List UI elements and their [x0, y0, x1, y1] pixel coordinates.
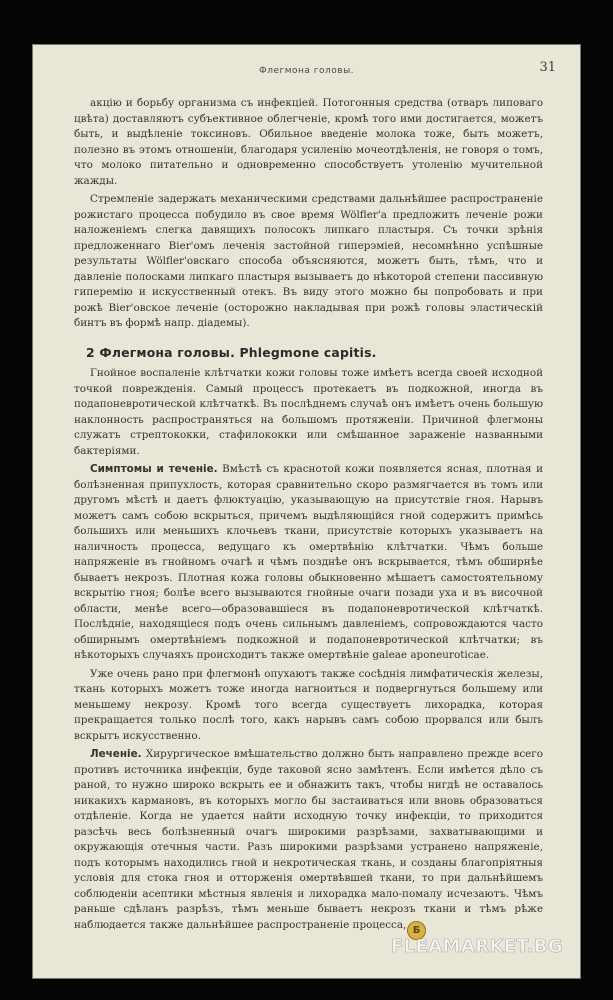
page-header: [32, 44, 581, 84]
paragraph-1: акцію и борьбу организма съ инфекціей. Потогонныя средства (отваръ липоваго цвѣта) доставляютъ субъективное облегченіе, кромѣ того ими достигается, можетъ быть, и выдѣленіе токсиновъ. Обильное введеніе молока тоже, быть можетъ, полезно въ этомъ отношеніи, благодаря усиленію мочеотдѣленія, не говоря о томъ, что молоко питательно и одновременно способствуетъ утоленію мучительной жажды.: [74, 97, 543, 187]
symptoms-subheading: Симптомы и теченіе.: [90, 463, 218, 475]
treatment-subheading: Леченіе.: [90, 748, 142, 760]
paragraph-5: Уже очень рано при флегмонѣ опухаютъ также сосѣднія лимфатическія железы, ткань которыхъ можетъ тоже иногда нагноиться и подвергнуться большему или меньшему некрозу. Кромѣ того всегда существуетъ лихорадка, которая прекращается только послѣ того, какъ нарывъ самъ собою прорвался или былъ вскрытъ искусственно.: [74, 667, 543, 742]
symptoms-paragraph: [74, 462, 543, 664]
treatment-text: Хирургическое вмѣшательство должно быть направлено прежде всего противъ источника инфекціи, буде таковой ясно замѣтенъ. Если имѣется дѣло съ раной, то нужно широко вскрыть ее и обнажить такъ, чтобы нигдѣ не оставалось никакихъ кармановъ, въ которыхъ могло бы застаиваться или вновь образоваться отдѣленіе. Когда не удается найти исходную точку инфекціи, то приходится разсѣчь весь болѣзненный очагъ широкими разрѣзами, захватывающими и окружающія отечныя части. Разъ широкими разрѣзами устранено напряженіе, подъ которымъ находились гной и некротическая ткань, и созданы благопріятныя условія для стока гноя и отторженія омертвѣвшей ткани, то при дальнѣйшемъ соблюденіи асептики мѣстныя явленія и лихорадка мало-помалу исчезаютъ. Чѣмъ раньше сдѣланъ разрѣзъ, тѣмъ меньше бываетъ некрозъ ткани и тѣмъ рѣже наблюдается также дальнѣйшее распространеніе процесса,: [74, 748, 543, 931]
book-page: [32, 44, 581, 979]
running-title: Флегмона головы.: [258, 66, 355, 76]
treatment-paragraph: [74, 747, 543, 933]
page-body: [74, 96, 543, 933]
page-number: 31: [539, 60, 556, 75]
paragraph-3: Гнойное воспаленіе клѣтчатки кожи головы тоже имѣетъ всегда своей исходной точкой поврежденія. Самый процессъ протекаетъ въ подкожной, иногда въ подапоневротической клѣтчаткѣ. Въ послѣднемъ случаѣ онъ имѣетъ очень большую наклонность распространяться на большомъ протяженіи. Причиной флегмоны служатъ стрептококки, стафилококки или смѣшанное зараженіе названными бактеріями.: [74, 367, 543, 457]
section-heading: 2 Флегмона головы. Phlegmone capitis.: [86, 344, 377, 360]
watermark-logo-badge: Б: [407, 921, 426, 940]
watermark: FLEAMARKET.BG: [390, 936, 563, 957]
symptoms-text: Вмѣстѣ съ краснотой кожи появляется ясная, плотная и болѣзненная припухлость, которая сравнительно скоро размягчается въ томъ или другомъ мѣстѣ и даетъ флюктуацію, указывающую на присутствіе гноя. Нарывъ можетъ самъ собою вскрыться, причемъ выдѣляющійся гной содержитъ примѣсь большихъ или меньшихъ клочьевъ ткани, присутствіе которыхъ указываетъ на наличность процесса, ведущаго къ омертвѣнію клѣтчатки. Чѣмъ больше напряженіе въ гнойномъ очагѣ и чѣмъ позднѣе онъ вскрывается, тѣмъ обширнѣе бываетъ некрозъ. Плотная кожа головы обыкновенно мѣшаетъ самостоятельному вскрытію гноя; болѣе всего вызываются гнойные очаги позади уха и въ височной области, менѣе всего—образовавшіеся въ подапоневротической клѣтчаткѣ. Послѣдніе, находящіеся подъ очень сильнымъ давленіемъ, сопровождаются часто обширнымъ омертвѣніемъ подкожной и подапоневротической клѣтчатки; въ нѣкоторыхъ случаяхъ происходитъ также омертвѣніе galeae aponeuroticae.: [74, 463, 543, 661]
paragraph-2: Стремленіе задержать механическими средствами дальнѣйшее распространеніе рожистаго процесса побудило въ свое время Wölfler'а предложить леченіе рожи наложеніемъ слегка давящихъ полосокъ липкаго пластыря. Съ точки зрѣнія предложеннаго Bier'омъ леченія застойной гиперэміей, несомнѣнно успѣшные результаты Wölfler'овскаго способа объясняются, можетъ быть, тѣмъ, что и давленіе полосками липкаго пластыря вызываетъ до нѣкоторой степени пассивную гиперемію и искусственный отекъ. Въ виду этого можно бы попробовать и при рожѣ Bier'овское леченіе (осторожно накладывая при рожѣ головы эластическій бинтъ въ формѣ напр. діадемы).: [74, 193, 543, 329]
